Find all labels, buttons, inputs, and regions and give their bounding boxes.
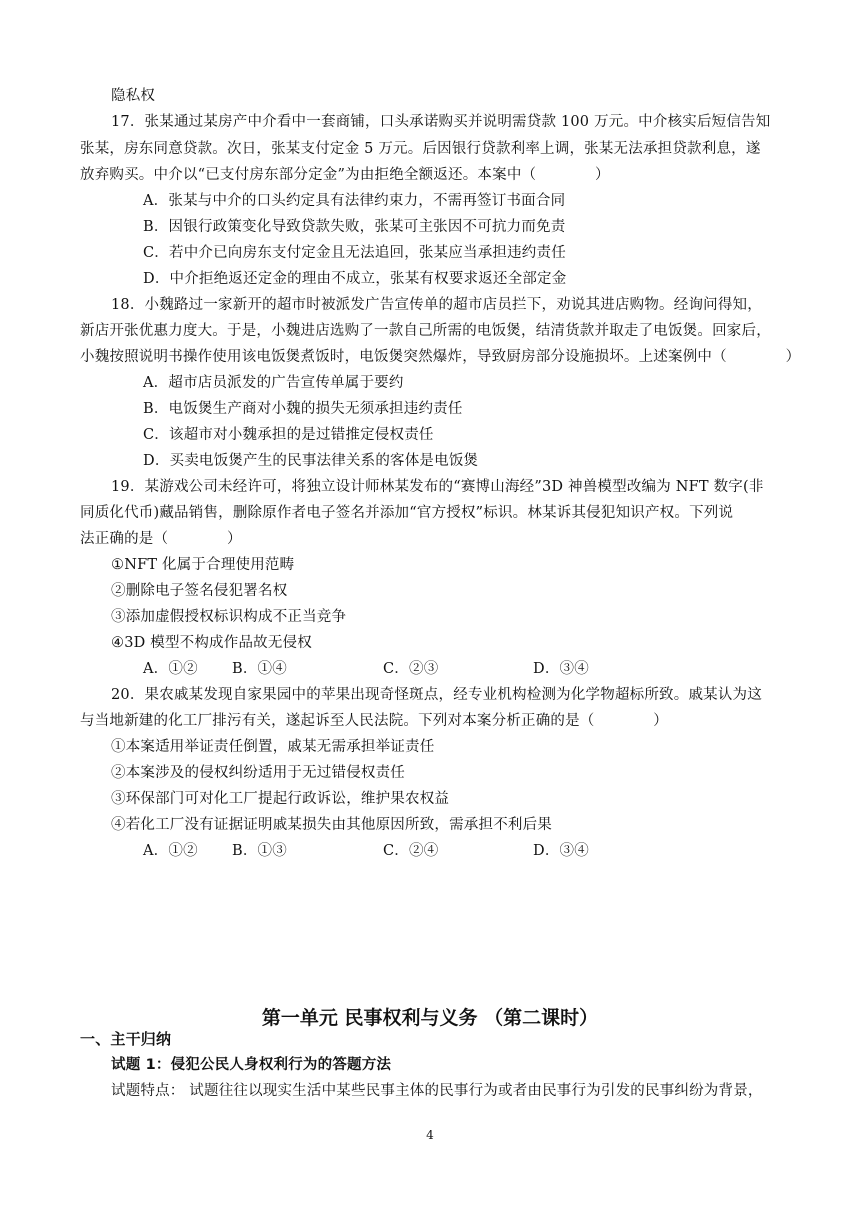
question-19-choice-a: A．①② <box>143 661 198 677</box>
question-18-option-c: C．该超市对小魏承担的是过错推定侵权责任 <box>143 427 434 443</box>
question-20-choice-b: B．①③ <box>232 843 287 859</box>
question-19-item-1: ①NFT 化属于合理使用范畴 <box>111 557 295 573</box>
question-18-option-b: B．电饭煲生产商对小魏的损失无须承担违约责任 <box>143 401 463 417</box>
question-19-item-2: ②删除电子签名侵犯署名权 <box>111 583 288 599</box>
question-19-choice-c: C．②③ <box>383 661 439 677</box>
question-20-choice-a: A．①② <box>143 843 198 859</box>
question-17-line-2: 张某，房东同意贷款。次日，张某支付定金 5 万元。后因银行贷款利率上调，张某无法承担贷款利息，遂 <box>80 141 761 157</box>
question-20-item-3: ③环保部门可对化工厂提起行政诉讼，维护果农权益 <box>111 791 450 807</box>
question-20-line-1: 20．果农戚某发现自家果园中的苹果出现奇怪斑点，经专业机构检测为化学物超标所致。戚某认为这 <box>111 687 762 703</box>
question-19-line-3: 法正确的是（ ） <box>80 531 242 547</box>
unit-title: 第一单元 民事权利与义务 （第二课时） <box>261 1007 599 1029</box>
question-19-choice-d: D．③④ <box>533 661 589 677</box>
features-line: 试题特点： 试题往往以现实生活中某些民事主体的民事行为或者由民事行为引发的民事纠纷为背景， <box>111 1083 763 1099</box>
question-18-line-3: 小魏按照说明书操作使用该电饭煲煮饭时，电饭煲突然爆炸，导致厨房部分设施损坏。上述案例中（ ） <box>80 349 801 365</box>
question-19-line-2: 同质化代币)藏品销售，删除原作者电子签名并添加“官方授权”标识。林某诉其侵犯知识产权。下列说 <box>80 505 734 521</box>
question-19-item-4: ④3D 模型不构成作品故无侵权 <box>111 635 312 651</box>
question-20-line-2: 与当地新建的化工厂排污有关，遂起诉至人民法院。下列对本案分析正确的是（ ） <box>80 713 668 729</box>
question-17-line-3: 放弃购买。中介以“已支付房东部分定金”为由拒绝全额返还。本案中（ ） <box>80 167 610 183</box>
page-number: 4 <box>426 1128 434 1142</box>
question-20-item-4: ④若化工厂没有证据证明戚某损失由其他原因所致，需承担不利后果 <box>111 817 552 833</box>
question-18-option-a: A．超市店员派发的广告宣传单属于要约 <box>143 375 404 391</box>
question-18-line-2: 新店开张优惠力度大。于是，小魏进店选购了一款自己所需的电饭煲，结清货款并取走了电饭煲。回家后， <box>80 323 771 339</box>
continued-text: 隐私权 <box>111 88 156 104</box>
question-17-option-b: B．因银行政策变化导致贷款失败，张某可主张因不可抗力而免责 <box>143 219 566 235</box>
question-19-line-1: 19．某游戏公司未经许可，将独立设计师林某发布的“赛博山海经”3D 神兽模型改编为 NFT 数字(非 <box>111 479 764 495</box>
question-19-choice-b: B．①④ <box>232 661 287 677</box>
question-17-option-d: D．中介拒绝返还定金的理由不成立，张某有权要求返还全部定金 <box>143 271 567 287</box>
question-20-item-1: ①本案适用举证责任倒置，戚某无需承担举证责任 <box>111 739 435 755</box>
question-17-option-c: C．若中介已向房东支付定金且无法追回，张某应当承担违约责任 <box>143 245 566 261</box>
question-18-line-1: 18．小魏路过一家新开的超市时被派发广告宣传单的超市店员拦下，劝说其进店购物。经询问得知， <box>111 297 762 313</box>
question-20-choice-c: C．②④ <box>383 843 439 859</box>
section-heading: 一、主干归纳 <box>80 1030 172 1048</box>
question-20-item-2: ②本案涉及的侵权纠纷适用于无过错侵权责任 <box>111 765 405 781</box>
question-18-option-d: D．买卖电饭煲产生的民事法律关系的客体是电饭煲 <box>143 453 479 469</box>
question-20-choice-d: D．③④ <box>533 843 589 859</box>
question-17-option-a: A．张某与中介的口头约定具有法律约束力，不需再签订书面合同 <box>143 193 566 209</box>
question-17-line-1: 17．张某通过某房产中介看中一套商铺，口头承诺购买并说明需贷款 100 万元。中介核实后短信告知 <box>111 114 771 130</box>
question-19-item-3: ③添加虚假授权标识构成不正当竞争 <box>111 609 347 625</box>
sub-heading: 试题 1：侵犯公民人身权利行为的答题方法 <box>111 1057 392 1073</box>
